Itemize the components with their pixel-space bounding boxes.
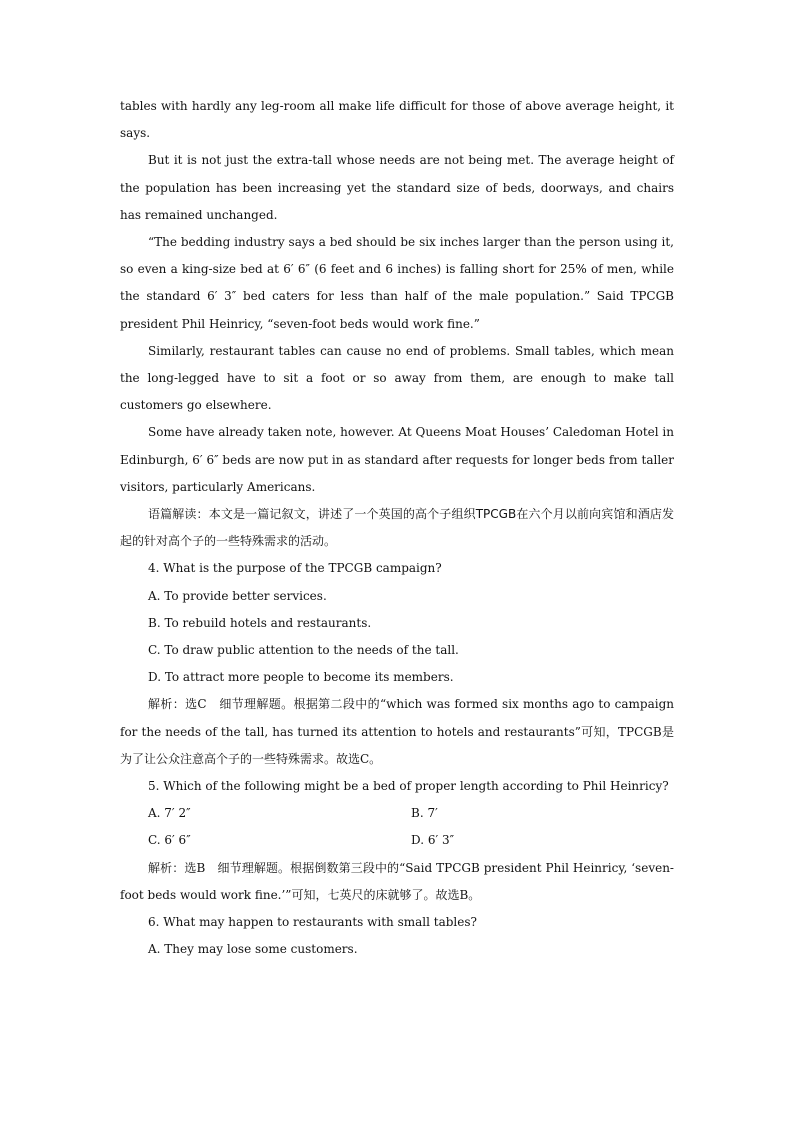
passage-paragraph-2: But it is not just the extra-tall whose needs are not being met. The average height of the population has been increasing yet the standard size of beds, doorways, and chairs has remained unchanged. (120, 153, 674, 222)
q5-option-a: A. 7′ 2″ (148, 806, 191, 821)
q5-options-row-1 (120, 800, 674, 827)
q5-option-b: B. 7′ (411, 806, 438, 821)
q4-option-d: D. To attract more people to become its members. (148, 670, 454, 685)
passage-paragraph-3: “The bedding industry says a bed should be six inches larger than the person using it, so even a king-size bed at 6′ 6″ (6 feet and 6 inches) is falling short for 25% of men, while the standard 6′ 3″ bed caters for less than half of the male population.” Said TPCGB president Phil Heinricy, “seven-foot beds would work fine.” (120, 235, 674, 331)
q6-option-a: A. They may lose some customers. (148, 942, 358, 957)
q5-analysis: 解析：选B 细节理解题。根据倒数第三段中的“Said TPCGB president Phil Heinricy, ‘seven-foot beds would work fine.’”可知，七英尺的床就够了。故选B。 (120, 860, 674, 902)
q4-option-c: C. To draw public attention to the needs of the tall. (148, 643, 459, 658)
passage-paragraph-continued: tables with hardly any leg-room all make life difficult for those of above average height, it says. (120, 99, 674, 141)
q5-options-row-2 (120, 827, 674, 854)
question-4: 4. What is the purpose of the TPCGB campaign? (148, 561, 442, 576)
passage-paragraph-5: Some have already taken note, however. At Queens Moat Houses’ Caledoman Hotel in Edinburgh, 6′ 6″ beds are now put in as standard after requests for longer beds from taller visitors, particularly Americans. (120, 425, 674, 494)
q4-option-b: B. To rebuild hotels and restaurants. (148, 615, 372, 630)
question-5: 5. Which of the following might be a bed of proper length according to Phil Heinricy? (148, 779, 669, 794)
passage-paragraph-4: Similarly, restaurant tables can cause no end of problems. Small tables, which mean the long-legged have to sit a foot or so away from them, are enough to make tall customers go elsewhere. (120, 343, 674, 413)
q4-analysis: 解析：选C 细节理解题。根据第二段中的“which was formed six months ago to campaign for the needs of the tall, has turned its attention to hotels and restaurants”可知，TPCGB是为了让公众注意高个子的一些特殊需求。故选C。 (120, 697, 674, 766)
question-6: 6. What may happen to restaurants with small tables? (148, 915, 477, 930)
passage-summary: 语篇解读：本文是一篇记叙文，讲述了一个英国的高个子组织TPCGB在六个月以前向宾馆和酒店发起的针对高个子的一些特殊需求的活动。 (120, 507, 674, 549)
q4-option-a: A. To provide better services. (148, 588, 327, 603)
q5-option-d: D. 6′ 3″ (411, 833, 455, 848)
q5-option-c: C. 6′ 6″ (148, 833, 191, 848)
page-content (120, 93, 674, 964)
